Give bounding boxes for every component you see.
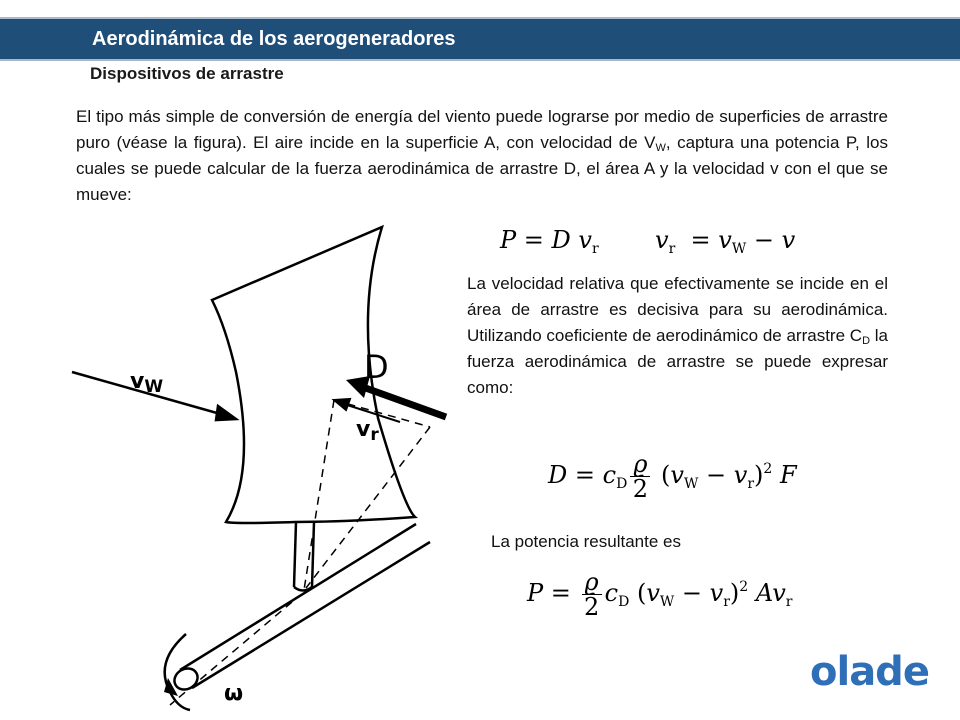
label-vr: vr: [356, 417, 379, 445]
relative-text-2: la fuerza aerodinámica de arrastre se puede expresar como:: [467, 326, 888, 397]
label-omega: ω: [224, 681, 244, 706]
intro-text-1: El tipo más simple de conversión de energía del viento puede lograrse por medio de superficies de arrastre puro (véase la figura). El aire incide en la superficie A, con velocidad de V: [76, 107, 888, 152]
relative-velocity-arrow: [344, 404, 400, 422]
shaft: [180, 524, 430, 688]
power-equation: P = D $v_r$: [500, 226, 599, 257]
relative-velocity-arrowhead: [334, 399, 350, 410]
relative-text-1: La velocidad relativa que efectivamente se incide en el área de arrastre es decisiva para su aerodinámica. Utilizando coeficiente de aerodinámico de arrastre C: [467, 274, 888, 345]
header-bar: [0, 17, 960, 61]
relative-velocity-paragraph: [467, 271, 888, 401]
resulting-power-equation: P = $\frac{ϱ}{2}$ $c_D$ $(v_W - v_r)^2$ $Av_r$: [527, 568, 793, 621]
drag-force-equation: $D = c_D$ $\frac{ϱ}{2}$ $(v_W - v_r)^2$ F: [548, 450, 797, 503]
olade-logo: olade: [810, 649, 929, 695]
post: [294, 522, 314, 587]
label-vw: vW: [130, 369, 164, 397]
drag-device-figure: [60, 222, 460, 717]
power-paragraph: La potencia resultante es: [491, 532, 681, 551]
dashed-line: [304, 400, 334, 590]
section-title: Dispositivos de arrastre: [90, 64, 284, 83]
intro-text-2: , captura una potencia P, los cuales se puede calcular de la fuerza aerodinámica de arrastre D, el área A y la velocidad v con el que se mueve:: [76, 133, 889, 204]
wind-arrowhead: [216, 406, 236, 420]
label-d: D: [364, 348, 389, 386]
intro-paragraph: [76, 104, 888, 208]
relative-velocity-equation: $v_r = v_W - v$: [655, 226, 796, 257]
header-title: Aerodinámica de los aerogeneradores: [92, 28, 456, 50]
relative-sub: D: [862, 335, 871, 347]
shaft-end: [171, 664, 202, 693]
dashed-line: [306, 427, 430, 588]
intro-sub: W: [655, 142, 666, 154]
